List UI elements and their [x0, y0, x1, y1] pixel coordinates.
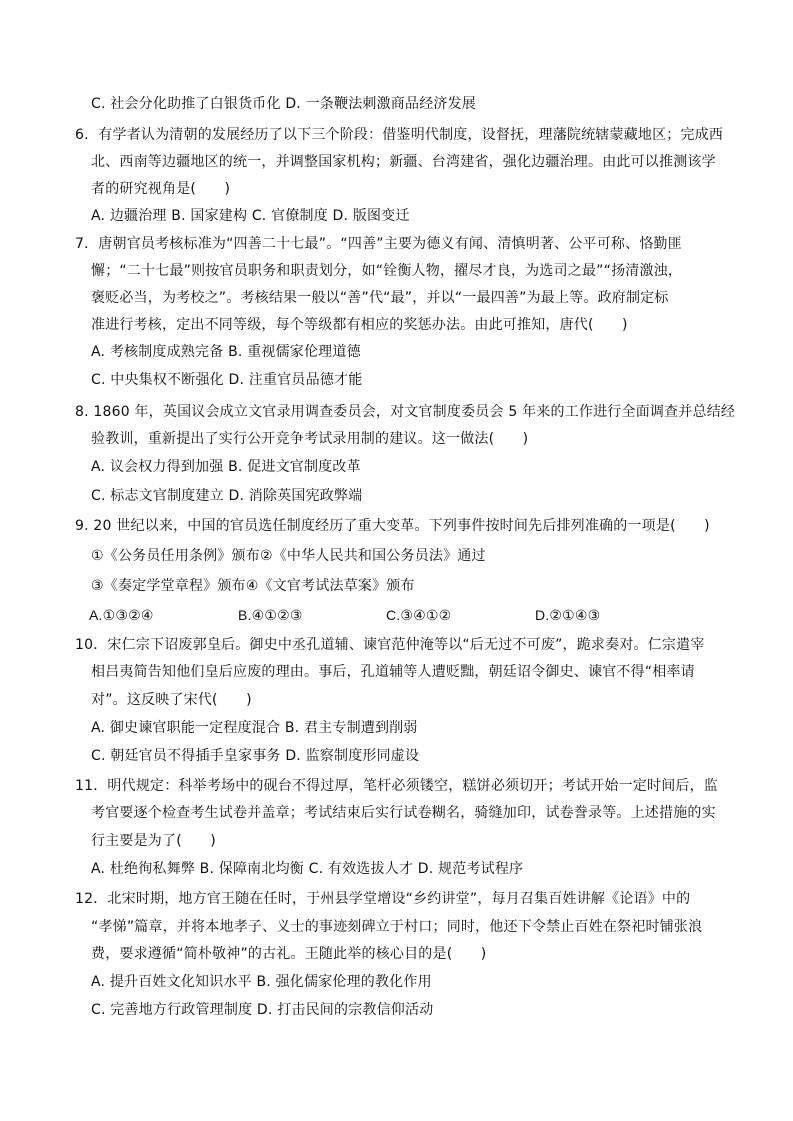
- q10-options-line1: A. 御史谏官职能一定程度混合 B. 君主专制遭到削弱: [91, 720, 418, 736]
- q9-event-list-line2: ③《奏定学堂章程》颁布④《文官考试法草案》颁布: [91, 578, 415, 594]
- q9-option-a: A.①③②④: [89, 607, 154, 623]
- q11-stem-line1: 11．明代规定：科举考场中的砚台不得过厚，笔杆必须镂空，糕饼必须切开；考试开始一定时间后，监: [75, 778, 719, 794]
- q12-stem-line2: “孝悌”篇章，并将本地孝子、义士的事迹刻碑立于村口；同时，他还下令禁止百姓在祭祀时铺张浪: [91, 919, 703, 935]
- q9-stem-line1: 9. 20 世纪以来，中国的官员选任制度经历了重大变革。下列事件按时间先后排列准确的一项是( ): [75, 518, 710, 534]
- q11-options: A. 杜绝徇私舞弊 B. 保障南北均衡 C. 有效选拔人才 D. 规范考试程序: [91, 861, 524, 877]
- q7-stem-line3: 褒贬必当，为考校之”。考核结果一般以“善”代“最”，并以“一最四善”为最上等。政府制定标: [91, 290, 669, 306]
- q7-stem-line1: 7．唐朝官员考核标准为“四善二十七最”。“四善”主要为德义有闻、清慎明著、公平可称、恪勤匪: [75, 236, 682, 252]
- q8-options-line2: C. 标志文官制度建立 D. 消除英国宪政弊端: [91, 488, 363, 504]
- q8-options-line1: A. 议会权力得到加强 B. 促进文官制度改革: [91, 459, 361, 475]
- q7-stem-line4: 准进行考核，定出不同等级，每个等级都有相应的奖惩办法。由此可推知，唐代( ): [91, 317, 628, 333]
- q6-stem-line2: 北、西南等边疆地区的统一，并调整国家机构；新疆、台湾建省，强化边疆治理。由此可以推测该学: [91, 154, 716, 170]
- q12-options-line2: C. 完善地方行政管理制度 D. 打击民间的宗教信仰活动: [91, 1002, 434, 1018]
- q7-options-line1: A. 考核制度成熟完备 B. 重视儒家伦理道德: [91, 344, 361, 360]
- q9-option-b: B.④①②③: [238, 607, 303, 623]
- q12-stem-line1: 12．北宋时期，地方官王随在任时，于州县学堂增设“乡约讲堂”，每月召集百姓讲解《论语》中的: [75, 891, 691, 907]
- q9-option-d: D.②①④③: [535, 607, 601, 623]
- q6-stem-line1: 6．有学者认为清朝的发展经历了以下三个阶段：借鉴明代制度，设督抚，理藩院统辖蒙藏地区；完成西: [75, 127, 724, 143]
- q10-stem-line3: 对”。这反映了宋代( ): [91, 692, 252, 708]
- q8-stem-line1: 8. 1860 年，英国议会成立文官录用调查委员会，对文官制度委员会 5 年来的工作进行全面调查并总结经: [75, 404, 736, 420]
- q10-options-line2: C. 朝廷官员不得插手皇家事务 D. 监察制度形同虚设: [91, 748, 420, 764]
- q12-options-line1: A. 提升百姓文化知识水平 B. 强化儒家伦理的教化作用: [91, 974, 432, 990]
- q7-stem-line2: 懈；“二十七最”则按官员职务和职责划分，如“铨衡人物，擢尽才良，为选司之最”“扬清激浊，: [91, 263, 683, 279]
- q6-options: A. 边疆治理 B. 国家建构 C. 官僚制度 D. 版图变迁: [91, 208, 410, 224]
- q7-options-line2: C. 中央集权不断强化 D. 注重官员品德才能: [91, 372, 363, 388]
- prev-question-options: C. 社会分化助推了白银货币化 D. 一条鞭法刺激商品经济发展: [91, 96, 477, 112]
- q12-stem-line3: 费，要求遵循“简朴敬神”的古礼。王随此举的核心目的是( ): [91, 946, 487, 962]
- q9-event-list-line1: ①《公务员任用条例》颁布②《中华人民共和国公务员法》通过: [91, 548, 486, 564]
- q9-option-c: C.③④①②: [386, 607, 452, 623]
- q10-stem-line1: 10．宋仁宗下诏废郭皇后。御史中丞孔道辅、谏官范仲淹等以“后无过不可废”，跪求奏对。仁宗遣宰: [75, 637, 705, 653]
- q6-stem-line3: 者的研究视角是( ): [91, 181, 231, 197]
- q10-stem-line2: 相吕夷简告知他们皇后应废的理由。事后，孔道辅等人遭贬黜，朝廷诏令御史、谏官不得“相率请: [91, 664, 695, 680]
- q8-stem-line2: 验教训，重新提出了实行公开竞争考试录用制的建议。这一做法( ): [91, 431, 529, 447]
- q11-stem-line2: 考官要逐个检查考生试卷并盖章；考试结束后实行试卷糊名，骑缝加印，试卷誊录等。上述措施的实: [91, 805, 716, 821]
- q11-stem-line3: 行主要是为了( ): [91, 833, 216, 849]
